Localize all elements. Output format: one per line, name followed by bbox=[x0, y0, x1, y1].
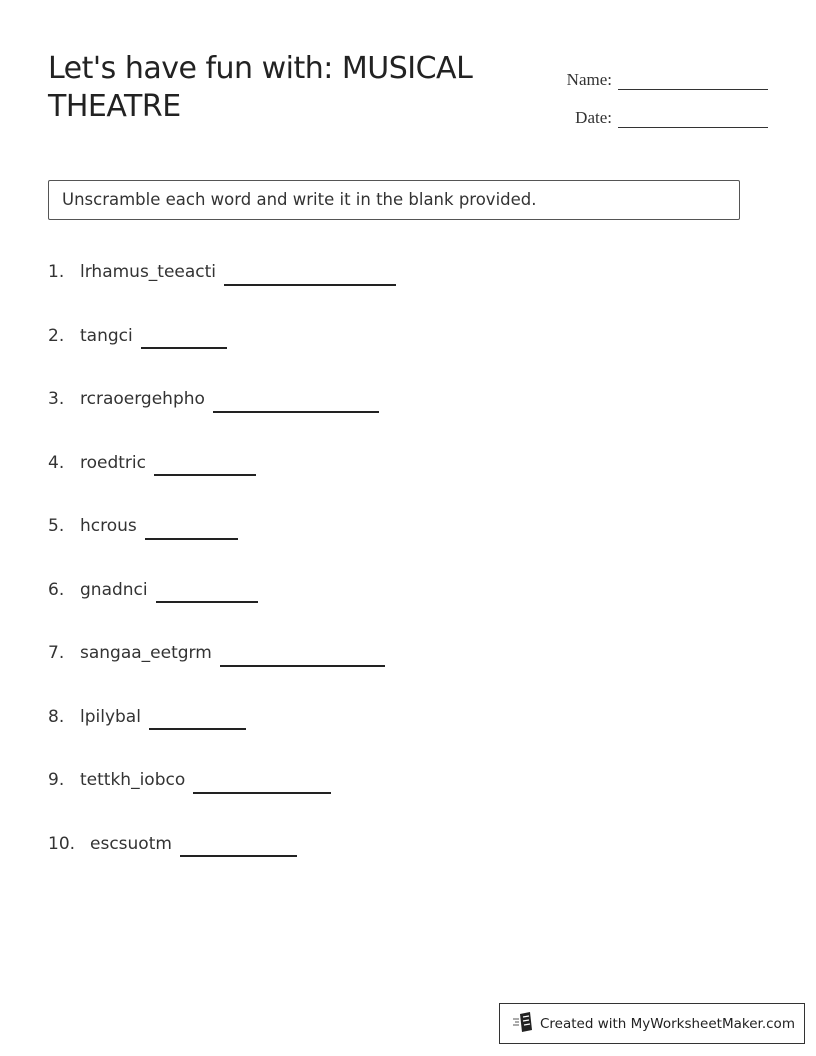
list-item bbox=[48, 453, 748, 517]
scrambled-word: gnadnci bbox=[80, 579, 148, 600]
scrambled-word: lpilybal bbox=[80, 706, 141, 727]
date-blank[interactable] bbox=[618, 107, 768, 128]
item-number: 7. bbox=[48, 643, 65, 663]
list-item bbox=[48, 262, 748, 326]
list-item bbox=[48, 770, 748, 834]
student-info bbox=[540, 52, 770, 128]
answer-blank[interactable] bbox=[213, 401, 379, 413]
item-number: 8. bbox=[48, 706, 65, 727]
list-item bbox=[48, 834, 748, 898]
scrambled-word: sangaa_eetgrm bbox=[80, 643, 212, 663]
scrambled-word: hcrous bbox=[80, 516, 137, 536]
item-number: 1. bbox=[48, 262, 65, 282]
scramble-list bbox=[48, 262, 748, 897]
scrambled-word: escsuotm bbox=[90, 833, 172, 854]
item-number: 4. bbox=[48, 452, 65, 473]
answer-blank[interactable] bbox=[141, 337, 227, 349]
date-label: Date: bbox=[575, 108, 612, 127]
answer-blank[interactable] bbox=[180, 845, 297, 857]
list-item bbox=[48, 707, 748, 771]
scrambled-word: lrhamus_teeacti bbox=[80, 262, 217, 282]
scrambled-word: tettkh_iobco bbox=[80, 770, 186, 790]
scrambled-word: tangci bbox=[80, 325, 133, 346]
list-item bbox=[48, 389, 748, 453]
instructions-box: Unscramble each word and write it in the blank provided. bbox=[48, 180, 740, 220]
name-blank[interactable] bbox=[618, 69, 768, 90]
answer-blank[interactable] bbox=[149, 718, 246, 730]
answer-blank[interactable] bbox=[156, 591, 258, 603]
answer-blank[interactable] bbox=[220, 655, 385, 667]
answer-blank[interactable] bbox=[224, 274, 396, 286]
scrambled-word: rcraoergehpho bbox=[80, 389, 205, 409]
name-row bbox=[540, 52, 770, 90]
item-number: 5. bbox=[48, 516, 65, 536]
item-number: 6. bbox=[48, 579, 65, 600]
answer-blank[interactable] bbox=[154, 464, 256, 476]
item-number: 9. bbox=[48, 770, 65, 790]
footer-credit[interactable] bbox=[499, 1003, 805, 1044]
item-number: 3. bbox=[48, 389, 65, 409]
worksheet-title: Let's have fun with: MUSICAL THEATRE bbox=[48, 51, 473, 124]
list-item bbox=[48, 643, 748, 707]
item-number: 2. bbox=[48, 325, 65, 346]
scrambled-word: roedtric bbox=[80, 452, 146, 473]
date-row bbox=[540, 90, 770, 128]
list-item bbox=[48, 326, 748, 390]
worksheet-logo-icon bbox=[512, 1011, 540, 1037]
answer-blank[interactable] bbox=[193, 782, 331, 794]
answer-blank[interactable] bbox=[145, 528, 238, 540]
item-number: 10. bbox=[48, 833, 76, 854]
list-item bbox=[48, 516, 748, 580]
name-label: Name: bbox=[566, 70, 612, 89]
list-item bbox=[48, 580, 748, 644]
footer-text: Created with MyWorksheetMaker.com bbox=[540, 1015, 795, 1032]
